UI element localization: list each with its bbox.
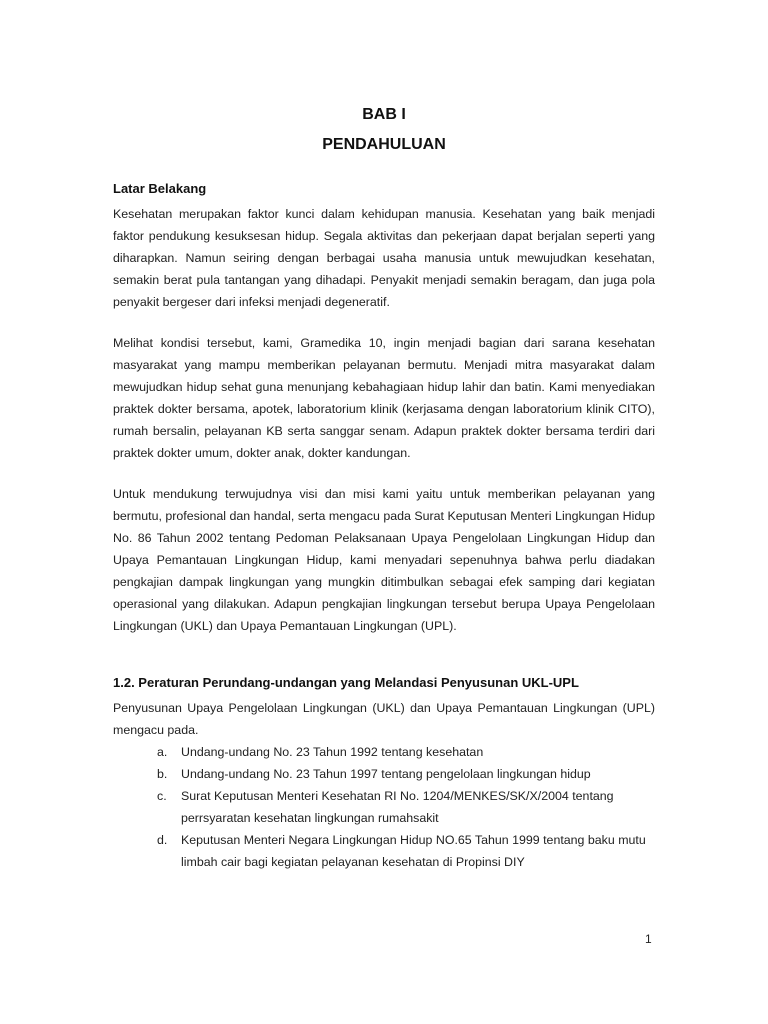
chapter-title: PENDAHULUAN <box>322 136 446 153</box>
list-marker: a. <box>157 745 168 759</box>
paragraph: Melihat kondisi tersebut, kami, Gramedika 10, ingin menjadi bagian dari sarana kesehatan masyarakat yang mampu memberikan pelayanan bermutu. Menjadi mitra masyarakat dalam mewujudkan hidup sehat guna menunjang kebahagiaan hidup lahir dan batin. Kami menyediakan praktek dokter bersama, apotek, laboratorium klinik (kerjasama dengan laboratorium klinik CITO), rumah bersalin, pelayanan KB serta sanggar senam. Adapun praktek dokter bersama terdiri dari praktek dokter umum, dokter anak, dokter kandungan. <box>113 336 655 460</box>
list-item <box>157 829 677 873</box>
list-marker: c. <box>157 789 167 803</box>
section-heading-background: Latar Belakang <box>113 181 207 196</box>
list-item <box>157 763 677 785</box>
list-marker: b. <box>157 767 168 781</box>
paragraph: Kesehatan merupakan faktor kunci dalam kehidupan manusia. Kesehatan yang baik menjadi faktor pendukung kesuksesan hidup. Segala aktivitas dan pekerjaan dapat berjalan seperti yang diharapkan. Namun seiring dengan berbagai usaha manusia untuk mewujudkan kesehatan, semakin berat pula tantangan yang dihadapi. Penyakit menjadi semakin beragam, dan juga pola penyakit bergeser dari infeksi menjadi degeneratif. <box>113 207 655 309</box>
list-item-text: Undang-undang No. 23 Tahun 1992 tentang kesehatan <box>181 745 484 759</box>
list-item <box>157 785 677 829</box>
paragraph: Untuk mendukung terwujudnya visi dan misi kami yaitu untuk memberikan pelayanan yang bermutu, profesional dan handal, serta mengacu pada Surat Keputusan Menteri Lingkungan Hidup No. 86 Tahun 2002 tentang Pedoman Pelaksanaan Upaya Pengelolaan Lingkungan Hidup dan Upaya Pemantauan Lingkungan Hidup, kami menyadari sepenuhnya bahwa perlu diadakan pengkajian dampak lingkungan yang mungkin ditimbulkan sebagai efek samping dari kegiatan operasional yang dilakukan. Adapun pengkajian lingkungan tersebut berupa Upaya Pengelolaan Lingkungan (UKL) dan Upaya Pemantauan Lingkungan (UPL). <box>113 487 655 633</box>
list-item <box>157 741 677 763</box>
list-marker: d. <box>157 833 168 847</box>
regulation-intro: Penyusunan Upaya Pengelolaan Lingkungan (UKL) dan Upaya Pemantauan Lingkungan (UPL) mengacu pada. <box>113 701 655 737</box>
list-item-text: Undang-undang No. 23 Tahun 1997 tentang pengelolaan lingkungan hidup <box>181 767 591 781</box>
section-heading-regulation: 1.2. Peraturan Perundang-undangan yang Melandasi Penyusunan UKL-UPL <box>113 675 579 690</box>
regulation-list <box>157 741 677 873</box>
page-number: 1 <box>645 932 652 946</box>
list-item-text: Surat Keputusan Menteri Kesehatan RI No. 1204/MENKES/SK/X/2004 tentang perrsyaratan kesehatan lingkungan rumahsakit <box>181 789 614 825</box>
list-item-text: Keputusan Menteri Negara Lingkungan Hidup NO.65 Tahun 1999 tentang baku mutu limbah cair bagi kegiatan pelayanan kesehatan di Propinsi DIY <box>181 833 646 869</box>
chapter-number: BAB I <box>362 106 406 123</box>
